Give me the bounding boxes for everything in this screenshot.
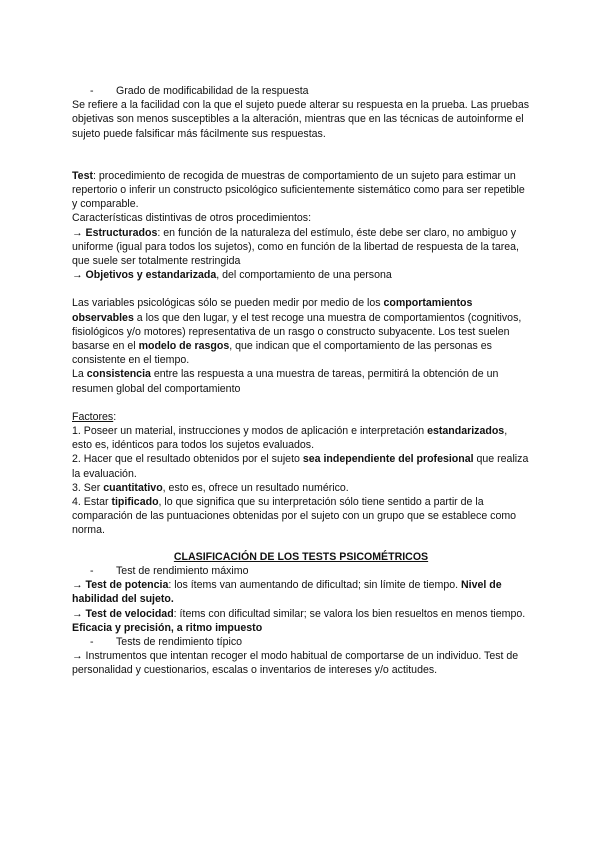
paragraph-modificabilidad: Se refiere a la facilidad con la que el sujeto puede alterar su respuesta en la prueba. Las pruebas objetivas son menos susceptibles a la alteración, mientras que en las técnicas de autoinforme el sujeto puede falsificar más fácilmente sus respuestas. (72, 99, 530, 140)
item-test-velocidad: → Test de velocidad: ítems con dificultad similar; se valora los bien resueltos en menos tiempo. Eficacia y precisión, a ritmo impuesto (72, 607, 526, 634)
bullet-rendimiento-tipico: - Tests de rendimiento típico (72, 635, 530, 649)
item-estructurados: → Estructurados: en función de la naturaleza del estímulo, éste debe ser claro, no ambiguo y uniforme (igual para todos los sujetos), como en función de la libertad de respuesta de la tarea, que suele ser totalmente restringida (72, 226, 519, 268)
bullet-dash: - (90, 85, 94, 97)
bullet-dash: - (90, 635, 94, 648)
section-title-clasificacion: CLASIFICACIÓN DE LOS TESTS PSICOMÉTRICOS (173, 550, 429, 563)
term-test: Test (72, 169, 93, 182)
factor-2: 2. Hacer que el resultado obtenidos por el sujeto sea independiente del profesional que realiza la evaluación. (72, 453, 529, 480)
paragraph-consistencia: La consistencia entre las respuesta a una muestra de tareas, permitirá la obtención de un resumen global del comportamiento (72, 368, 499, 395)
factor-1: 1. Poseer un material, instrucciones y modos de aplicación e interpretación estandarizados, esto es, idénticos para todos los sujetos evaluados. (72, 425, 508, 452)
bullet-rendimiento-maximo: - Test de rendimiento máximo (72, 564, 530, 578)
bullet-modificabilidad (72, 84, 530, 98)
heading-factores: Factores: (72, 410, 117, 423)
item-test-potencia: → Test de potencia: los ítems van aumentando de dificultad; sin límite de tiempo. Nivel de habilidad del sujeto. (72, 579, 502, 606)
factor-3: 3. Ser cuantitativo, esto es, ofrece un resultado numérico. (72, 481, 349, 494)
paragraph-variables: Las variables psicológicas sólo se pueden medir por medio de los comportamientos observables a los que den lugar, y el test recoge una muestra de comportamientos (cognitivos, fisiológicos y/o motores) representativa de un rasgo o constructo subyacente. Los test suelen basarse en el modelo de rasgos, que indican que el comportamiento de las personas es consistente en el tiempo. (72, 297, 522, 367)
factor-4: 4. Estar tipificado, lo que significa que su interpretación sólo tiene sentido a partir de la comparación de las puntuaciones obtenidas por el sujeto con un grupo que se establece como norma. (72, 496, 517, 537)
bullet-dash: - (90, 564, 94, 577)
bullet-text: Grado de modificabilidad de la respuesta (116, 85, 309, 97)
item-instrumentos: → Instrumentos que intentan recoger el modo habitual de comportarse de un individuo. Test de personalidad y cuestionarios, escalas o inventarios de intereses y/o actitudes. (72, 650, 519, 677)
item-objetivos: → Objetivos y estandarizada, del comportamiento de una persona (72, 269, 392, 282)
paragraph-caracteristicas: Características distintivas de otros procedimientos: (72, 212, 312, 225)
paragraph-test-definition: Test: procedimiento de recogida de muestras de comportamiento de un sujeto para estimar un repertorio o inferir un constructo psicológico suficientemente sistemático como para ser repetible y comparable. (72, 169, 525, 211)
